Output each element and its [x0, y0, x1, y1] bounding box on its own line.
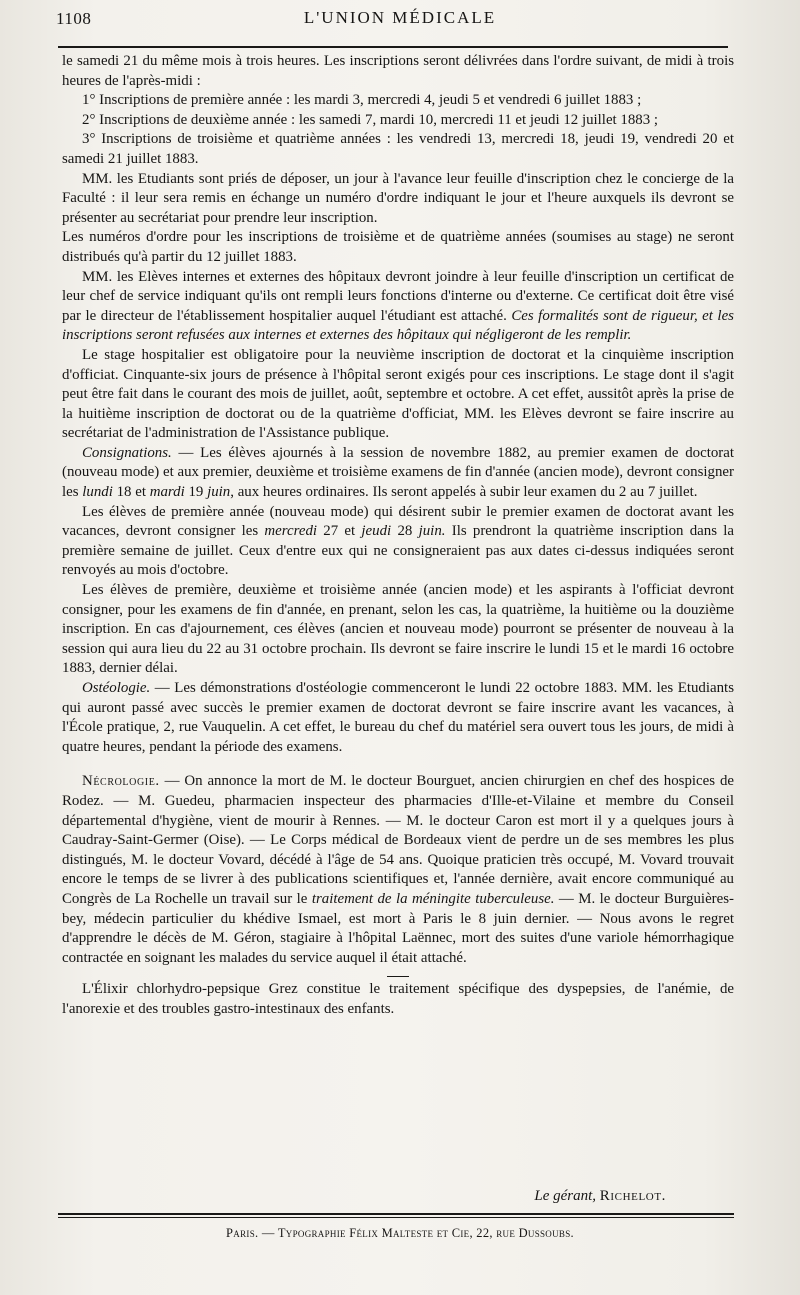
running-title: L'UNION MÉDICALE: [303, 8, 497, 27]
paragraph-second-year: 2° Inscriptions de deuxième année : les samedi 7, mardi 10, mercredi 11 et jeudi 12 juillet 1883 ;: [82, 111, 659, 128]
paragraph-third-fourth-year: 3° Inscriptions de troisième et quatrième années : les vendredi 13, mercredi 18, jeudi 19, vendredi 20 et samedi 21 juillet 1883.: [62, 131, 734, 167]
necrologie-heading: Nécrologie.: [82, 773, 160, 790]
signature-role: Le gérant,: [534, 1188, 597, 1204]
paragraph-first-year-exam: Les élèves de première année (nouveau mode) qui désirent subir le premier examen de doctorat avant les vacances, devront consigner les mercredi 27 et jeudi 28 juin. Ils prendront la quatrième inscription dans la première semaine de juillet. Ceux d'entre eux qui ne consigneraient pas aux dates ci-dessus indiquées seront renvoyés au mois d'octobre.: [62, 503, 735, 579]
footer-rule-thin: [58, 1217, 734, 1218]
paragraph-students-deposit: MM. les Etudiants sont priés de déposer, un jour à l'avance leur feuille d'inscription chez le concierge de la Faculté : il leur sera remis en échange un numéro d'ordre indiquant le jour et l'heure auxquels ils devront se présenter au secrétariat pour prendre leur inscription.: [62, 170, 734, 226]
paragraph-order-numbers: Les numéros d'ordre pour les inscriptions de troisième et de quatrième années (soumises au stage) ne seront distribués qu'à partir du 12 juillet 1883.: [62, 229, 734, 265]
paragraph-hospital-stage: Le stage hospitalier est obligatoire pour la neuvième inscription de doctorat et la cinquième inscription d'officiat. Cinquante-six jours de présence à l'hôpital seront exigés pour ces inscriptions. Le stage dont il s'agit peut être fait dans le courant des mois de juillet, août, septembre et octobre. A cet effet, aussitôt après la prise de la huitième inscription de doctorat ou de la quatrième d'officiat, MM. les Elèves devront se faire inscrire au secrétariat de l'administration de l'Assistance publique.: [62, 346, 734, 442]
interns-text: MM. les Elèves internes et externes des hôpitaux devront joindre à leur feuille d'inscription un certificat de leur chef de service indiquant qu'ils ont rempli leurs fonctions d'interne ou d'externe. Ce certificat doit être visé par le directeur de l'établissement hospitalier auquel l'étudiant est attaché.: [62, 268, 734, 324]
paragraph-first-year: 1° Inscriptions de première année : les mardi 3, mercredi 4, jeudi 5 et vendredi 6 juillet 1883 ;: [82, 92, 642, 109]
printer-imprint: Paris. — Typographie Félix Malteste et Cie, 22, rue Dussoubs.: [226, 1226, 574, 1240]
signature-name: Richelot.: [599, 1188, 666, 1204]
section-separator: [387, 976, 409, 977]
consignations-heading: Consignations.: [82, 444, 172, 461]
paragraph-end-of-year-exams: Les élèves de première, deuxième et troisième année (ancien mode) et les aspirants à l'officiat devront consigner, pour les examens de fin d'année, en prenant, selon les cas, la quatrième, la huitième ou la douzième inscription. En cas d'ajournement, ces élèves (ancien et nouveau mode) pourront se présenter de nouveau à la session qui aura lieu du 22 au 31 octobre prochain. Ils devront se faire inscrire le lundi 15 et le mardi 16 octobre 1883, dernier délai.: [62, 582, 734, 677]
osteologie-heading: Ostéologie.: [82, 680, 151, 696]
paragraph-consignations: Consignations. — Les élèves ajournés à la session de novembre 1882, au premier examen de doctorat (nouveau mode) et aux premier, deuxième et troisième examens de fin d'année (ancien mode), devront consigner les lundi 18 et mardi 19 juin, aux heures ordinaires. Ils seront appelés à subir leur examen du 2 au 7 juillet.: [62, 444, 734, 501]
header-rule: [58, 46, 728, 48]
paragraph-hospital-interns: [62, 268, 734, 346]
interns-warning: Ces formalités sont de rigueur, et les inscriptions seront refusées aux internes et externes des hôpitaux qui négligeront de les remplir.: [62, 307, 734, 344]
page-number: 1108: [56, 9, 92, 28]
paragraph-osteologie: Ostéologie. — Les démonstrations d'ostéologie commenceront le lundi 22 octobre 1883. MM. les Etudiants qui auront passé avec succès le premier examen de doctorat devront se faire inscrire avant les vacances, à l'École pratique, 2, rue Vauquelin. A cet effet, le bureau du chef du matériel sera ouvert tous les jours, de midi à quatre heures, pendant la période des examens.: [62, 680, 734, 755]
signature: [534, 1188, 666, 1205]
footer-rule: [58, 1213, 734, 1215]
article-body: [62, 52, 734, 1020]
paragraph-registration-intro: le samedi 21 du même mois à trois heures. Les inscriptions seront délivrées dans l'ordre suivant, de midi à trois heures de l'après-midi :: [62, 53, 734, 89]
paragraph-elixir-advert: L'Élixir chlorhydro-pepsique Grez constitue le traitement spécifique des dyspepsies, de l'anémie, de l'anorexie et des troubles gastro-intestinaux des enfants.: [62, 981, 734, 1017]
paragraph-necrologie: Nécrologie. — On annonce la mort de M. le docteur Bourguet, ancien chirurgien en chef des hospices de Rodez. — M. Guedeu, pharmacien inspecteur des pharmacies d'Ille-et-Vilaine et membre du Conseil départemental d'hygiène, vient de mourir à Rennes. — M. le docteur Caron est mort il y a quelques jours à Caudray-Saint-Germer (Oise). — Le Corps médical de Bordeaux vient de perdre un de ses membres les plus distingués, M. le docteur Vovard, décédé à l'âge de 54 ans. Quoique praticien très occupé, M. Vovard trouvait encore le temps de se livrer à des publications scientifiques et, l'année dernière, avait encore communiqué au Congrès de La Rochelle un travail sur le traitement de la méningite tuberculeuse. — M. le docteur Burguières-bey, médecin particulier du khédive Ismael, est mort à Paris le 8 juin dernier. — Nous avons le regret d'apprendre le décès de M. Géron, stagiaire à l'hôpital Laënnec, mort des suites d'une variole hémorrhagique contractée en soignant les malades du service auquel il était attaché.: [62, 773, 734, 966]
